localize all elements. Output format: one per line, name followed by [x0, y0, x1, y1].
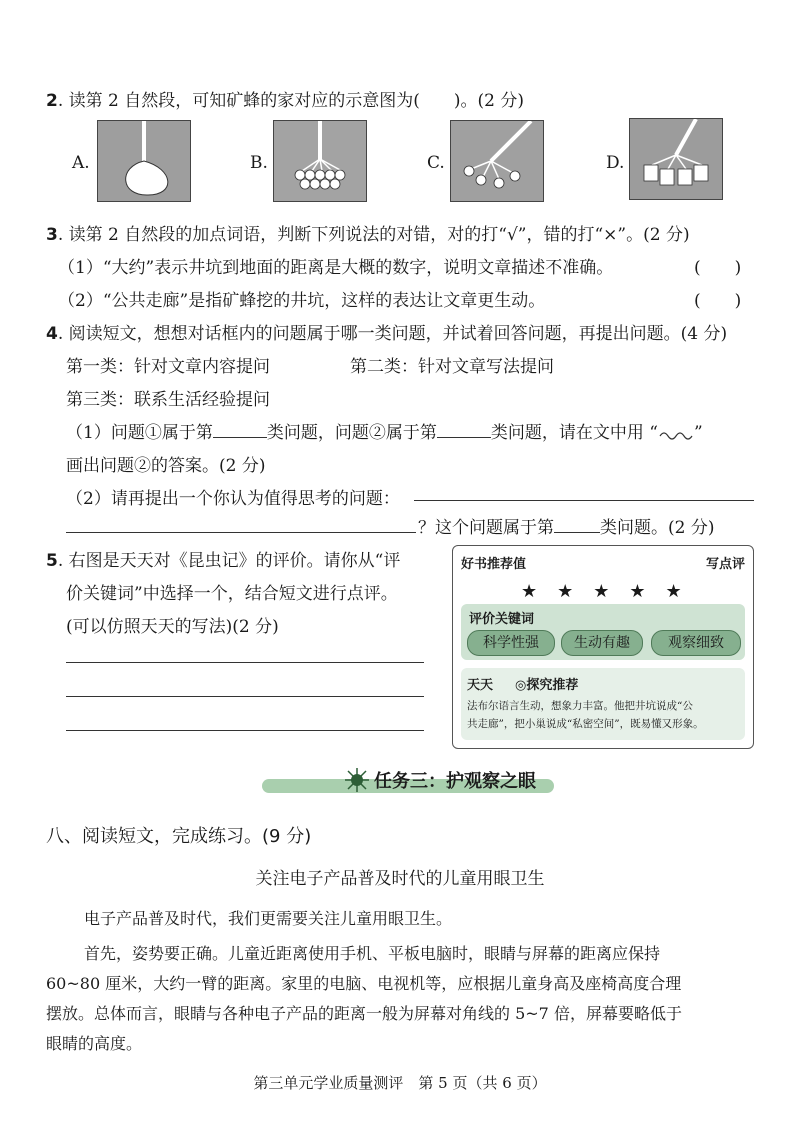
q4-category-1: 第一类：针对文章内容提问: [66, 357, 270, 377]
q4-blank-3[interactable]: [554, 518, 600, 533]
recommendation-line-2: 共走廊”，把小巢说成“私密空间”，既易懂又形象。: [467, 718, 704, 730]
option-b-label[interactable]: B.: [250, 153, 268, 173]
q4-part1: [66, 418, 703, 443]
diagram-b-image: [274, 121, 366, 201]
q4-part2-text-b: ？这个问题属于第: [418, 518, 554, 538]
q4-blank-1[interactable]: [213, 423, 267, 438]
article-paragraph-1: 电子产品普及时代，我们更需要关注儿童用眼卫生。: [84, 909, 453, 928]
q4-part1-text-a: （1）问题①属于第: [66, 423, 213, 443]
diagram-c-image: [451, 121, 543, 201]
section-8-heading: 八、阅读短文，完成练习。(9 分): [46, 826, 312, 847]
diagram-d[interactable]: [629, 118, 723, 200]
q4-part2-text-a: （2）请再提出一个你认为值得思考的问题：: [66, 489, 400, 509]
q3-item1: （1）“大约”表示井坑到地面的距离是大概的数字，说明文章描述不准确。: [58, 258, 614, 278]
keyword-pill-1[interactable]: 科学性强: [467, 630, 555, 656]
q5-line2: 价关键词”中选择一个，结合短文进行点评。: [66, 584, 398, 604]
q2-text: . 读第 2 自然段，可知矿蜂的家对应的示意图为( )。(2 分): [57, 91, 525, 111]
article-p2-line-1: 首先，姿势要正确。儿童近距离使用手机、平板电脑时，眼睛与屏幕的距离应保持: [84, 944, 661, 963]
diagram-d-image: [630, 119, 722, 199]
q3-text: . 读第 2 自然段的加点词语，判断下列说法的对错，对的打“√”，错的打“×”。(2 分): [57, 225, 690, 245]
q4-part2-end: [418, 513, 714, 538]
card-header-left: 好书推荐值: [461, 557, 527, 572]
q5-number: 5: [46, 551, 58, 571]
recommendation-title: ◎探究推荐: [515, 678, 579, 693]
q5-answer-line-3[interactable]: [66, 730, 424, 731]
q4-part1-text-c: 类问题，请在文中用 “: [490, 423, 658, 443]
keyword-pill-3[interactable]: 观察细致: [651, 630, 741, 656]
card-header-right: 写点评: [705, 557, 745, 572]
article-p2-line-3: 摆放。总体而言，眼睛与各种电子产品的距离一般为屏幕对角线的 5~7 倍，屏幕要略低于: [46, 1004, 682, 1023]
q4-line: [46, 319, 727, 344]
sun-icon: [344, 767, 370, 793]
keywords-box: [461, 604, 745, 660]
q4-answer-line-1[interactable]: [414, 500, 754, 501]
q4-answer-line-2[interactable]: [66, 532, 416, 533]
diagram-a-image: [98, 121, 190, 201]
star-rating: ★ ★ ★ ★ ★: [521, 581, 683, 602]
q4-part1-cont: 画出问题②的答案。(2 分): [66, 456, 266, 476]
diagram-b[interactable]: [273, 120, 367, 202]
q3-item1-answer[interactable]: ( ): [694, 258, 742, 278]
article-p2-line-4: 眼睛的高度。: [46, 1034, 143, 1053]
q5-line1: [46, 546, 400, 571]
page-footer: 第三单元学业质量测评 第 5 页（共 6 页）: [253, 1074, 547, 1092]
diagram-c[interactable]: [450, 120, 544, 202]
q3-item2: （2）“公共走廊”是指矿蜂挖的井坑，这样的表达让文章更生动。: [58, 291, 546, 311]
recommendation-line-1: 法布尔语言生动，想象力丰富。他把井坑说成“公: [467, 700, 693, 712]
q4-part1-text-b: 类问题，问题②属于第: [266, 423, 437, 443]
q3-line: [46, 220, 690, 245]
q5-answer-line-1[interactable]: [66, 662, 424, 663]
option-a-label[interactable]: A.: [72, 153, 90, 173]
q4-category-2: 第二类：针对文章写法提问: [350, 357, 554, 377]
option-c-label[interactable]: C.: [427, 153, 445, 173]
q2-line: [46, 86, 524, 111]
recommendation-box: [461, 668, 745, 740]
option-d-label[interactable]: D.: [606, 153, 625, 173]
task-title: 任务三：护观察之眼: [374, 771, 536, 792]
q4-text: . 阅读短文，想想对话框内的问题属于哪一类问题，并试着回答问题，再提出问题。(4 分): [57, 324, 728, 344]
q5-text-1: . 右图是天天对《昆虫记》的评价。请你从“评: [57, 551, 401, 571]
keyword-pill-2[interactable]: 生动有趣: [561, 630, 643, 656]
diagram-a[interactable]: [97, 120, 191, 202]
q4-blank-2[interactable]: [437, 423, 491, 438]
q2-number: 2: [46, 91, 58, 111]
keywords-title: 评价关键词: [469, 612, 535, 627]
q3-item2-answer[interactable]: ( ): [694, 291, 742, 311]
recommender-name: 天天: [467, 678, 494, 693]
article-title: 关注电子产品普及时代的儿童用眼卫生: [255, 869, 545, 889]
q5-answer-line-2[interactable]: [66, 696, 424, 697]
q5-line3: (可以仿照天天的写法)(2 分): [66, 617, 279, 637]
q3-number: 3: [46, 225, 58, 245]
task-banner: [262, 765, 554, 795]
q4-number: 4: [46, 324, 58, 344]
article-p2-line-2: 60~80 厘米，大约一臂的距离。家里的电脑、电视机等，应根据儿童身高及座椅高度合理: [46, 974, 682, 993]
q4-category-3: 第三类：联系生活经验提问: [66, 390, 270, 410]
q4-part2-text-c: 类问题。(2 分): [600, 518, 715, 538]
book-review-card: [452, 545, 754, 749]
q4-part1-text-d: ”: [693, 423, 703, 443]
wavy-underline-icon: [658, 426, 694, 442]
q4-part2: [66, 484, 400, 509]
